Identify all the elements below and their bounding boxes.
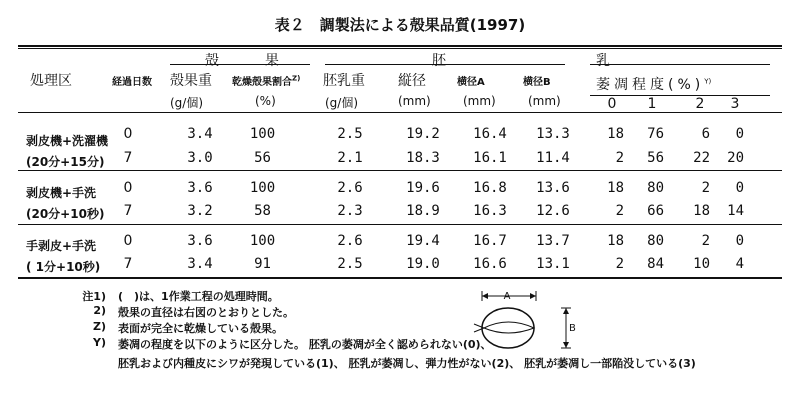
cell-nut-weight: 3.4 <box>187 126 213 142</box>
cell-shrink-0: 2 <box>615 256 624 272</box>
header-dry-ratio: 乾燥殻果割合$^{Z)}$ <box>232 74 301 88</box>
note-text-y: 萎凋の程度を以下のように区分した。 胚乳の萎凋が全く認められない(0)、 <box>118 338 492 351</box>
cell-length: 19.4 <box>406 233 440 249</box>
cell-width-a: 16.8 <box>473 180 507 196</box>
cell-length: 19.6 <box>406 180 440 196</box>
unit-nut-weight: (g/個) <box>170 96 204 110</box>
cell-days: 0 <box>123 126 133 142</box>
header-length: 縦径 <box>398 73 426 89</box>
nut-inner <box>484 322 534 333</box>
dim-a-arrow-right <box>530 293 536 299</box>
cell-width-b: 12.6 <box>536 203 570 219</box>
cell-nut-weight: 3.4 <box>187 256 213 272</box>
note-mark-2: 2) <box>93 304 106 317</box>
cell-days: 7 <box>123 256 133 272</box>
cell-days: 7 <box>123 150 133 166</box>
cell-days: 0 <box>123 233 133 249</box>
cell-width-a: 16.6 <box>473 256 507 272</box>
cell-dry-ratio: 100 <box>249 233 276 249</box>
cell-width-b: 13.7 <box>536 233 570 249</box>
cell-shrink-2: 6 <box>701 126 710 142</box>
unit-dry-ratio: (%) <box>255 94 276 108</box>
cell-shrink-1: 66 <box>647 203 664 219</box>
group-divider-2 <box>18 224 782 225</box>
shrink-level-1: 1 <box>647 96 657 112</box>
cell-shrink-0: 18 <box>607 180 624 196</box>
cell-width-a: 16.7 <box>473 233 507 249</box>
dim-a-label: A <box>503 291 511 302</box>
cell-shrink-3: 0 <box>735 126 744 142</box>
dim-b-arrow-bottom <box>563 342 569 348</box>
note-text-2: 殻果の直径は右図のとおりとした。 <box>118 306 294 319</box>
cell-width-b: 11.4 <box>536 150 570 166</box>
cell-shrink-0: 18 <box>607 233 624 249</box>
table-title: 表２ 調製法による殻果品質(1997) <box>274 16 526 34</box>
cell-shrink-3: 4 <box>735 256 744 272</box>
cell-shrink-1: 76 <box>647 126 664 142</box>
shrink-level-0: 0 <box>607 96 617 112</box>
cell-shrink-3: 0 <box>735 233 744 249</box>
cell-endo-weight: 2.5 <box>337 256 363 272</box>
dim-a-arrow-left <box>482 293 488 299</box>
header-width-b: 横径B <box>523 77 551 88</box>
unit-endo-weight: (g/個) <box>325 96 359 110</box>
cell-shrink-2: 10 <box>693 256 710 272</box>
note-text-1: ( )は、1作業工程の処理時間。 <box>118 290 279 303</box>
cell-nut-weight: 3.6 <box>187 233 213 249</box>
header-ka: 果 <box>265 53 279 69</box>
cell-length: 18.9 <box>406 203 440 219</box>
cell-shrink-0: 18 <box>607 126 624 142</box>
cell-dry-ratio: 100 <box>249 180 276 196</box>
group-label-3b: ( 1分+10秒) <box>26 260 101 274</box>
cell-width-b: 13.1 <box>536 256 570 272</box>
cell-endo-weight: 2.6 <box>337 180 363 196</box>
cell-nut-weight: 3.6 <box>187 180 213 196</box>
cell-shrink-2: 2 <box>701 233 710 249</box>
header-nut-weight: 殻果重 <box>170 73 212 89</box>
cell-shrink-3: 0 <box>735 180 744 196</box>
note-text-z: 表面が完全に乾燥している殻果。 <box>118 322 283 335</box>
note-mark-z: Z) <box>92 320 106 333</box>
cell-endo-weight: 2.3 <box>337 203 363 219</box>
cell-nut-weight: 3.2 <box>187 203 213 219</box>
group-label-3a: 手剥皮+手洗 <box>26 239 97 253</box>
header-rule <box>18 112 782 113</box>
cell-nut-weight: 3.0 <box>187 150 213 166</box>
header-endo-weight: 胚乳重 <box>323 73 365 89</box>
unit-width-b: (mm) <box>528 94 561 108</box>
header-kaku: 殻 <box>205 53 219 69</box>
header-days: 経過日数 <box>112 77 152 88</box>
cell-width-b: 13.6 <box>536 180 570 196</box>
cell-shrink-2: 2 <box>701 180 710 196</box>
header-treatment: 処理区 <box>30 73 72 89</box>
cell-length: 19.2 <box>406 126 440 142</box>
note-mark-y: Y) <box>93 336 106 349</box>
cell-width-a: 16.4 <box>473 126 507 142</box>
kaka-underline <box>170 64 310 65</box>
top-rule-thin <box>18 48 782 49</box>
cell-shrink-2: 22 <box>693 150 710 166</box>
dim-b-label: B <box>569 323 576 334</box>
cell-shrink-1: 80 <box>647 180 664 196</box>
cell-endo-weight: 2.5 <box>337 126 363 142</box>
cell-endo-weight: 2.1 <box>337 150 363 166</box>
unit-width-a: (mm) <box>463 94 496 108</box>
cell-shrink-3: 20 <box>727 150 744 166</box>
shrink-level-3: 3 <box>730 96 740 112</box>
note-mark-1: 注1) <box>82 290 106 303</box>
cell-shrink-3: 14 <box>727 203 744 219</box>
note-text-y2: 胚乳および内種皮にシワが発現している(1)、 胚乳が萎凋し、弾力性がない(2)、 胚乳が萎凋し一部陥没している(3) <box>118 357 696 370</box>
group-label-2a: 剥皮機+手洗 <box>26 186 97 200</box>
cell-shrink-0: 2 <box>615 150 624 166</box>
cell-width-a: 16.3 <box>473 203 507 219</box>
header-nyu: 乳 <box>596 53 610 69</box>
cell-days: 0 <box>123 180 133 196</box>
unit-length: (mm) <box>398 94 431 108</box>
cell-dry-ratio: 58 <box>254 203 271 219</box>
group-label-2b: (20分+10秒) <box>26 207 105 221</box>
cell-length: 19.0 <box>406 256 440 272</box>
group-divider-1 <box>18 170 782 171</box>
cell-length: 18.3 <box>406 150 440 166</box>
cell-dry-ratio: 100 <box>249 126 276 142</box>
nyu-underline <box>590 64 770 65</box>
nut-diagram <box>470 286 590 356</box>
cell-width-b: 13.3 <box>536 126 570 142</box>
cell-shrink-1: 80 <box>647 233 664 249</box>
group-label-1b: (20分+15分) <box>26 155 105 169</box>
cell-dry-ratio: 56 <box>254 150 271 166</box>
cell-shrink-1: 84 <box>647 256 664 272</box>
cell-shrink-1: 56 <box>647 150 664 166</box>
nut-outline <box>482 308 534 348</box>
cell-days: 7 <box>123 203 133 219</box>
cell-shrink-2: 18 <box>693 203 710 219</box>
cell-endo-weight: 2.6 <box>337 233 363 249</box>
bottom-rule <box>18 277 782 279</box>
header-shrink: 萎凋程度(%)$^{Y)}$ <box>596 77 712 93</box>
group-label-1a: 剥皮機+洗濯機 <box>26 134 109 148</box>
dim-b-arrow-top <box>563 308 569 314</box>
shrink-level-2: 2 <box>695 96 705 112</box>
cell-shrink-0: 2 <box>615 203 624 219</box>
header-hai: 胚 <box>432 53 446 69</box>
top-rule <box>18 45 782 47</box>
header-width-a: 横径A <box>457 77 485 88</box>
cell-width-a: 16.1 <box>473 150 507 166</box>
cell-dry-ratio: 91 <box>254 256 271 272</box>
